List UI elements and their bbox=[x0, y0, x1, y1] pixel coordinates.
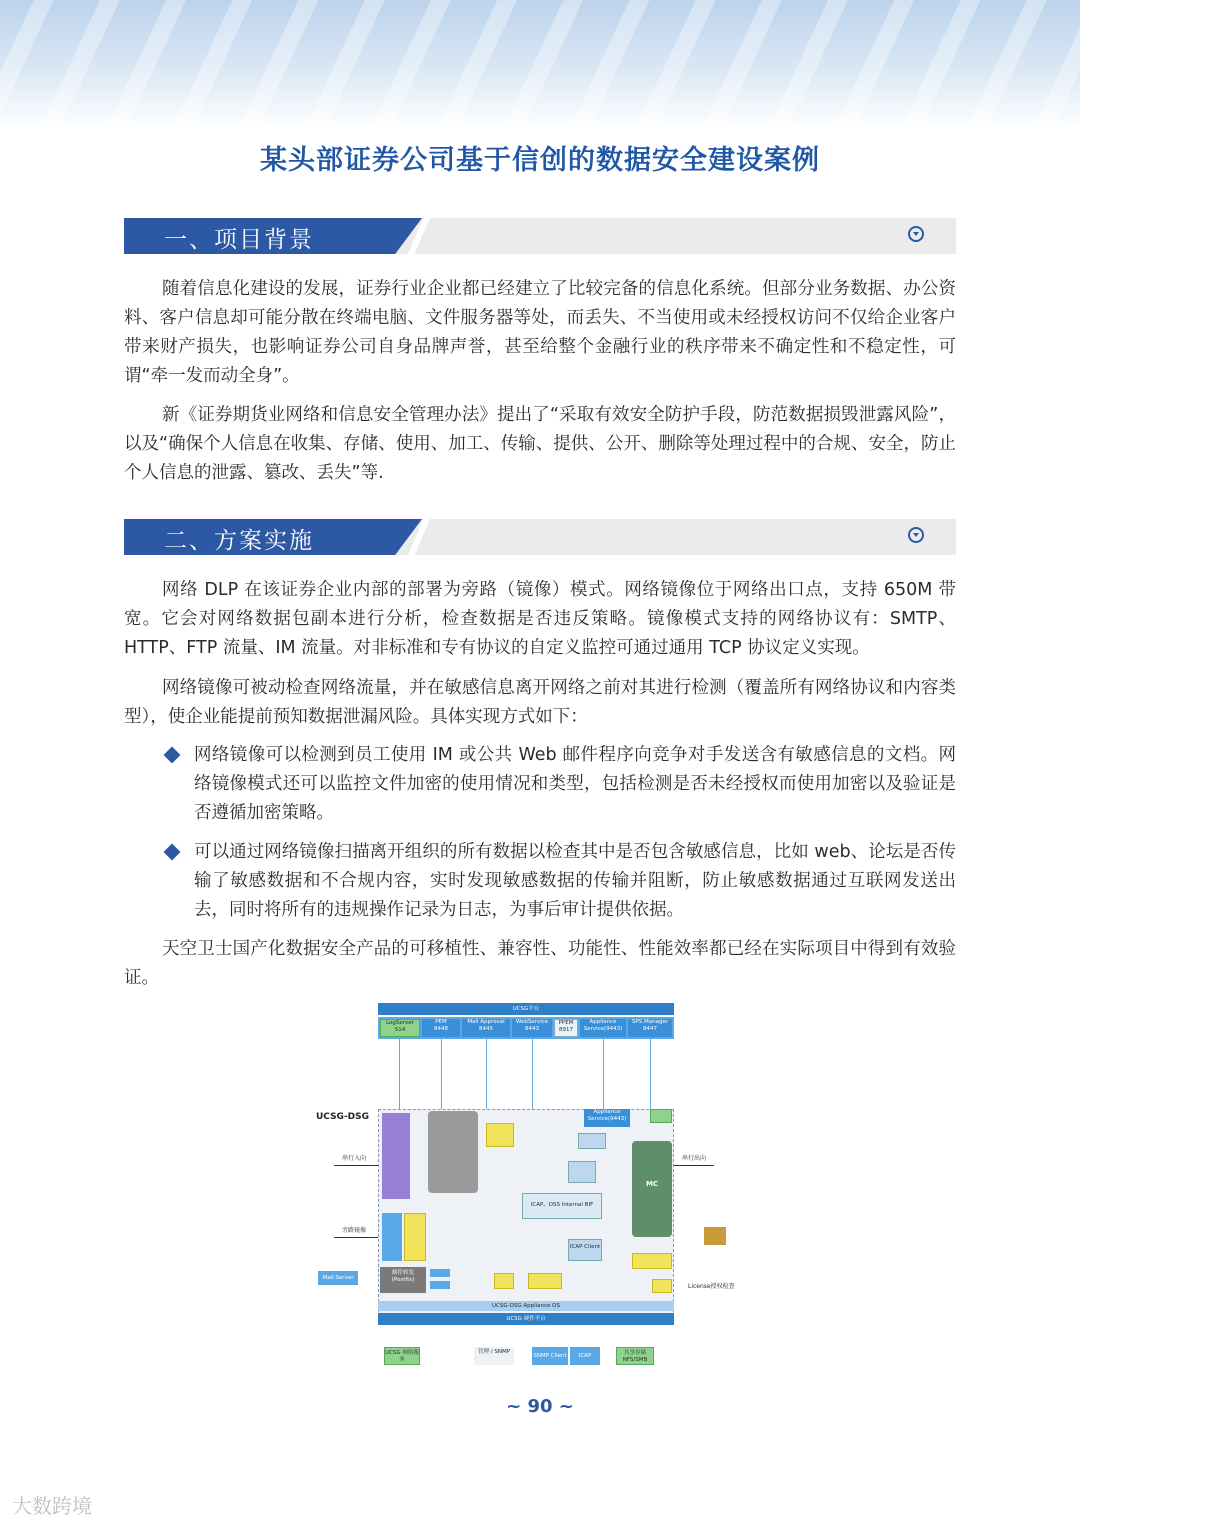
diamond-bullet-icon bbox=[164, 844, 181, 861]
mirror-arrow-line bbox=[334, 1237, 378, 1238]
connector-line bbox=[399, 1039, 400, 1109]
appliance-service-inner: Appliance Service(9443) bbox=[584, 1109, 630, 1127]
section-header-background bbox=[124, 218, 956, 254]
paragraph: 网络镜像可被动检查网络流量，并在敏感信息离开网络之前对其进行检测（覆盖所有网络协议和内容类型），使企业能提前预知数据泄漏风险。具体实现方式如下： bbox=[124, 678, 956, 727]
bullet-item: 可以通过网络镜像扫描离开组织的所有数据以检查其中是否包含敏感信息，比如 web、论坛是否传输了敏感数据和不合规内容，实时发现敏感数据的传输并阻断，防止敏感数据通过互联网发送出去，同时将所有的违规操作记录为日志，为事后审计提供依据。 bbox=[194, 842, 956, 920]
bottom-item-nfs: 共享存储 NFS/SMB bbox=[616, 1347, 654, 1365]
appliance-os-bar: UCSG-DSG Appliance OS bbox=[378, 1301, 674, 1311]
webservice-module bbox=[512, 1019, 552, 1037]
collapse-toggle-icon[interactable] bbox=[908, 226, 924, 242]
diamond-bullet-icon bbox=[164, 747, 181, 764]
ocr-block bbox=[578, 1133, 606, 1149]
outbound-label: 串行出向 bbox=[682, 1155, 707, 1162]
ppem-module bbox=[554, 1019, 578, 1037]
inbound-label: 串行入向 bbox=[342, 1155, 367, 1162]
section-heading: 二、方案实施 bbox=[164, 528, 314, 554]
ucsg-dsg-label: UCSG-DSG bbox=[316, 1112, 370, 1122]
policy-block bbox=[486, 1123, 514, 1147]
logserver-module bbox=[380, 1019, 420, 1037]
license-check-block bbox=[652, 1279, 672, 1293]
analysis-block bbox=[428, 1111, 478, 1193]
bullet-item: 网络镜像可以检测到员工使用 IM 或公共 Web 邮件程序向竞争对手发送含有敏感信息的文档。网络镜像模式还可以监控文件加密的使用情况和类型，包括检测是否未经授权而使用加密以及验证是否遵循加密策略。 bbox=[194, 745, 956, 823]
section-header-implementation bbox=[124, 519, 956, 555]
protocol-mirror-column bbox=[382, 1213, 402, 1261]
module-port: 8443 bbox=[525, 1026, 539, 1032]
paragraph: 天空卫士国产化数据安全产品的可移植性、兼容性、功能性、性能效率都已经在实际项目中得到有效验证。 bbox=[124, 939, 956, 988]
module-port: 8447 bbox=[643, 1026, 657, 1032]
license-label: License授权检查 bbox=[688, 1283, 735, 1290]
collapse-toggle-icon[interactable] bbox=[908, 527, 924, 543]
outbound-arrow-line bbox=[674, 1165, 714, 1166]
service-block bbox=[528, 1273, 562, 1289]
pem-module bbox=[422, 1019, 460, 1037]
hardware-platform-bar: UCSG 硬件平台 bbox=[378, 1313, 674, 1325]
watermark: 大数跨境 bbox=[12, 1494, 92, 1518]
architecture-diagram bbox=[314, 1003, 735, 1383]
mirror-label: 旁路镜像 bbox=[342, 1227, 367, 1234]
icap-dss-block: ICAP、DSS Internal BIF bbox=[522, 1193, 602, 1219]
paragraph: 网络 DLP 在该证券企业内部的部署为旁路（镜像）模式。网络镜像位于网络出口点，支持 650M 带宽。它会对网络数据包副本进行分析，检查数据是否违反策略。镜像模式支持的网络协议有：SMTP、HTTP、FTP 流量、IM 流量。对非标准和专有协议的自定义监控可通过通用 TCP 协议定义实现。 bbox=[124, 580, 956, 658]
connector-line bbox=[603, 1039, 604, 1109]
mail-relay-port bbox=[430, 1269, 450, 1277]
connector-line bbox=[486, 1039, 487, 1109]
mail-relay-port bbox=[430, 1281, 450, 1289]
filter-block bbox=[650, 1109, 672, 1123]
storage-block bbox=[704, 1227, 726, 1245]
module-name: LogServer bbox=[386, 1020, 414, 1026]
appliance-service-module bbox=[580, 1019, 626, 1037]
icap-client-block: ICAP Client bbox=[568, 1239, 602, 1261]
paragraph: 新《证券期货业网络和信息安全管理办法》提出了“采取有效安全防护手段，防范数据损毁泄露风险”，以及“确保个人信息在收集、存储、使用、加工、传输、提供、公开、删除等处理过程中的合规、安全，防止个人信息的泄露、篡改、丢失”等. bbox=[124, 405, 956, 483]
protocol-column bbox=[382, 1113, 410, 1199]
paragraph: 随着信息化建设的发展，证券行业企业都已经建立了比较完备的信息化系统。但部分业务数据、办公资料、客户信息却可能分散在终端电脑、文件服务器等处，而丢失、不当使用或未经授权访问不仅给企业客户带来财产损失，也影响证券公司自身品牌声誉，甚至给整个金融行业的秩序带来不确定性和不稳定性，可谓“牵一发而动全身”。 bbox=[124, 279, 956, 386]
inbound-arrow-line bbox=[334, 1165, 378, 1166]
service-block bbox=[494, 1273, 514, 1289]
mail-server-block: Mail Server bbox=[318, 1271, 358, 1285]
bottom-item-snmp: 管理 / SNMP bbox=[474, 1347, 514, 1365]
module-name: Mail Approval bbox=[467, 1019, 505, 1025]
module-port: 514 bbox=[394, 1027, 406, 1033]
mail-approval-module bbox=[462, 1019, 510, 1037]
connector-line bbox=[532, 1039, 533, 1109]
page-title: 某头部证券公司基于信创的数据安全建设案例 bbox=[260, 145, 820, 176]
section-heading: 一、项目背景 bbox=[164, 227, 314, 253]
module-name: SPS Manager bbox=[631, 1019, 669, 1025]
fpeb-block bbox=[568, 1161, 596, 1183]
header-background bbox=[0, 0, 1080, 130]
bottom-item-ucsg-service: UCSG 网络服务 bbox=[384, 1347, 420, 1365]
module-name: Appliance Service(9443) bbox=[583, 1019, 623, 1032]
module-name: PPEM bbox=[558, 1020, 574, 1026]
module-port: 8448 bbox=[434, 1026, 448, 1032]
xid-server-block bbox=[632, 1253, 672, 1269]
bottom-item-icap-client: ICAP Client bbox=[570, 1347, 600, 1365]
worker-column bbox=[404, 1213, 426, 1261]
module-name: WebService bbox=[515, 1019, 549, 1025]
module-name: PEM bbox=[435, 1019, 447, 1025]
connector-line bbox=[650, 1039, 651, 1109]
module-port: 8445 bbox=[479, 1026, 493, 1032]
connector-line bbox=[441, 1039, 442, 1109]
platform-label: UCSG平台 bbox=[378, 1003, 674, 1015]
module-port: 8917 bbox=[559, 1027, 573, 1033]
bottom-item-snmp-client: SNMP Client bbox=[532, 1347, 568, 1365]
page-number: ~ 90 ~ bbox=[506, 1396, 574, 1417]
sps-manager-module bbox=[628, 1019, 672, 1037]
mc-block: MC bbox=[632, 1141, 672, 1237]
mail-relay-block: 邮件转发 (Postfix) bbox=[380, 1267, 426, 1293]
